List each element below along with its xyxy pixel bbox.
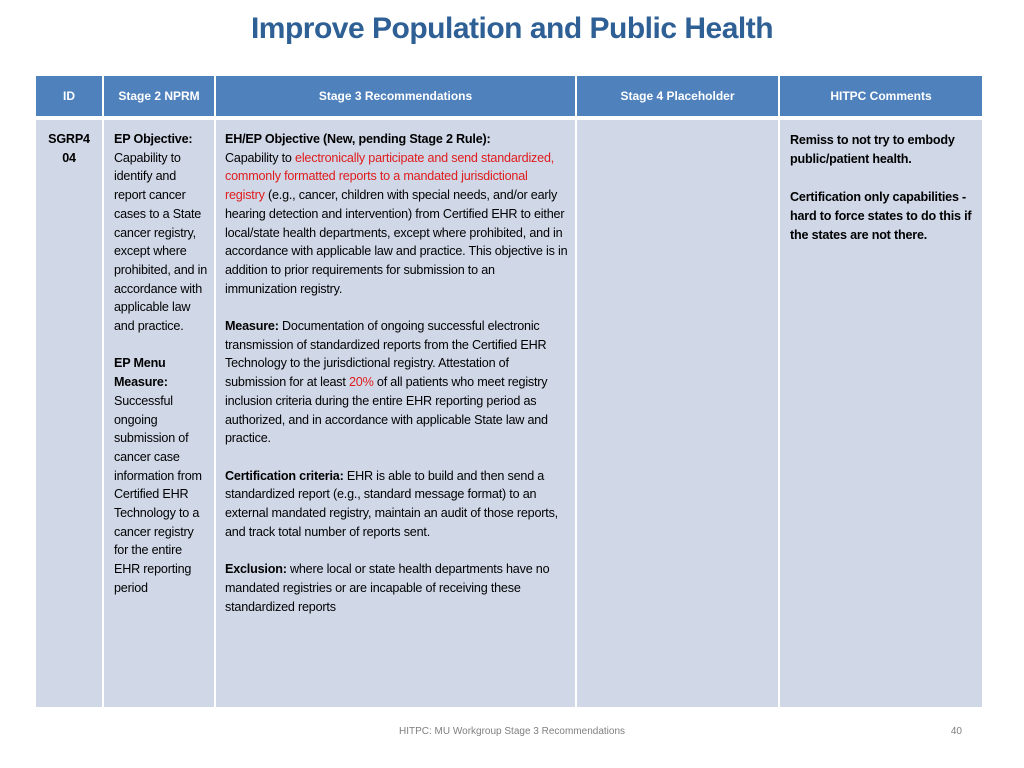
ep-menu-measure-text: Successful ongoing submission of cancer case information from Certified EHR Technology to a cancer registry for the entire EHR reporting period [114, 393, 202, 595]
slide-footer: HITPC: MU Workgroup Stage 3 Recommendations [398, 726, 625, 737]
exclusion-label: Exclusion: [225, 562, 287, 577]
table-header-row [35, 75, 983, 118]
recommendations-table [34, 74, 984, 709]
ep-objective-text: Capability to identify and report cancer cases to a State cancer registry, except where prohibited, and in accordance with applicable law and practice. [114, 150, 208, 334]
exclusion-text: where local or state health departments have no mandated registries or are incapable of receiving these standardized reports [225, 562, 550, 614]
comment-1: Remiss to not try to embody public/patient health. [790, 133, 955, 166]
cell-stage2 [103, 118, 215, 708]
table-row [35, 118, 983, 708]
comment-2: Certification only capabilities - hard to force states to do this if the states are not there. [790, 190, 972, 242]
measure-label: Measure: [225, 319, 279, 334]
measure-highlight: 20% [349, 375, 374, 390]
measure-post: of all patients who meet registry inclusion criteria during the entire EHR reporting period as authorized, and in accordance with applicable State law and practice. [225, 375, 548, 446]
slide-title: Improve Population and Public Health [250, 12, 774, 45]
page-number: 40 [950, 726, 962, 737]
certification-criteria-label: Certification criteria: [225, 468, 344, 483]
eh-ep-objective-pre: Capability to [225, 150, 296, 165]
cell-stage3 [215, 118, 576, 708]
header-hitpc-comments: HITPC Comments [779, 75, 983, 118]
row-id: SGRP404 [48, 132, 90, 165]
eh-ep-objective-label: EH/EP Objective (New, pending Stage 2 Rule): [225, 132, 491, 146]
ep-menu-measure-label: EP Menu Measure: [114, 356, 168, 390]
ep-objective-label: EP Objective: [114, 132, 193, 146]
header-id: ID [35, 75, 103, 118]
header-stage3-recommendations: Stage 3 Recommendations [215, 75, 576, 118]
cell-id [35, 118, 103, 708]
eh-ep-objective-post: (e.g., cancer, children with special needs, and/or early hearing detection and intervention) from Certified EHR to either local/state health departments, except where prohibited, and in accordance with applicable law and practice. This objective is in addition to prior requirements for submission to an immunization registry. [225, 188, 568, 296]
header-stage2-nprm: Stage 2 NPRM [103, 75, 215, 118]
cell-hitpc-comments [779, 118, 983, 708]
header-stage4-placeholder: Stage 4 Placeholder [576, 75, 779, 118]
cell-stage4 [576, 118, 779, 708]
measure-pre: Documentation of ongoing successful electronic transmission of standardized reports from the Certified EHR Technology to the jurisdictional registry. Attestation of submission for at least [225, 319, 547, 390]
eh-ep-objective-highlight: electronically participate and send standardized, commonly formatted reports to a mandated jurisdictional registry [225, 150, 555, 203]
certification-criteria-text: EHR is able to build and then send a standardized report (e.g., standard message format) to an external mandated registry, maintain an audit of those reports, and track total number of reports sent. [225, 468, 558, 539]
